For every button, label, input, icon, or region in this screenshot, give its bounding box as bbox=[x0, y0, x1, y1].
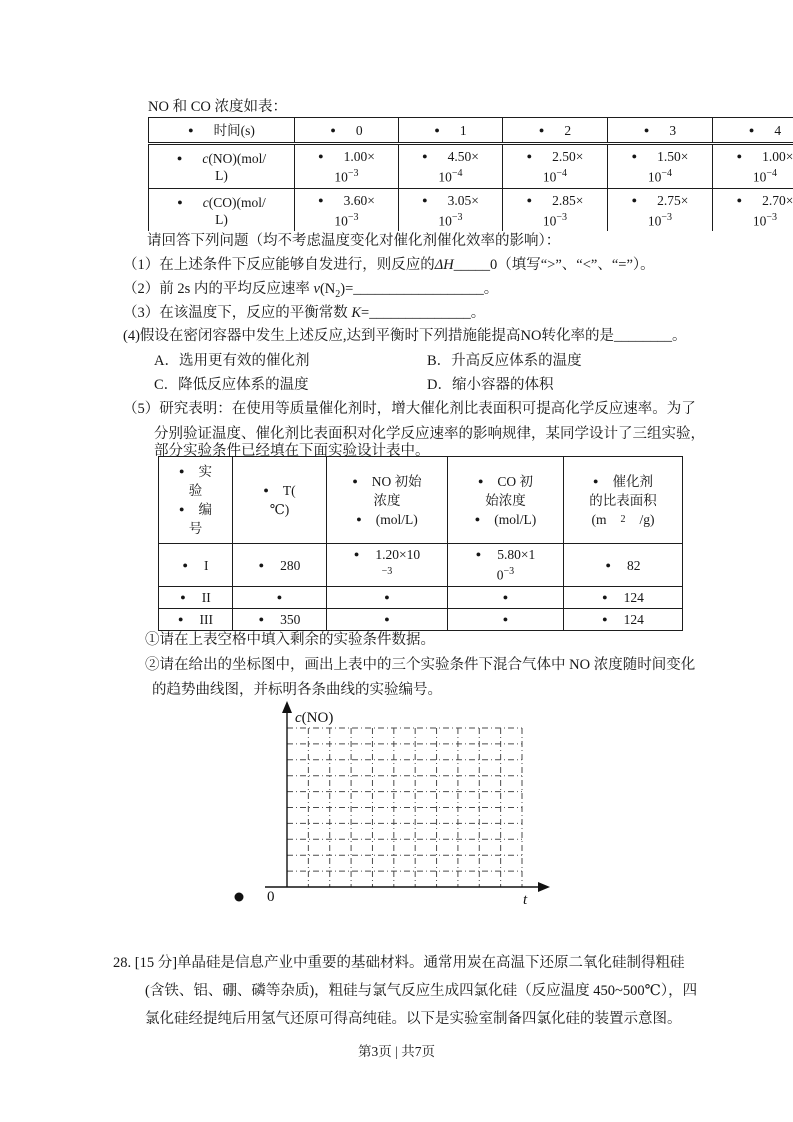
question-5-line1: （5）研究表明：在使用等质量催化剂时，增大催化剂比表面积可提高化学反应速率。为了 bbox=[123, 401, 696, 417]
question-28-line3: 氯化硅经提纯后用氢气还原可得高纯硅。以下是实验室制备四氯化硅的装置示意图。 bbox=[145, 1011, 682, 1027]
experiment-row-1 bbox=[159, 544, 683, 587]
no-value-t1: ● 4.50× $10^{-4}$ bbox=[399, 144, 503, 189]
exp2-id: ● II bbox=[159, 587, 233, 609]
bullet-icon: ● bbox=[422, 150, 428, 161]
bullet-icon: ● bbox=[263, 485, 269, 495]
experiment-row-2 bbox=[159, 587, 683, 609]
exp3-area: ● 124 bbox=[564, 609, 683, 631]
option-b: B．升高反应体系的温度 bbox=[427, 353, 582, 369]
exp3-no-conc bbox=[327, 609, 448, 631]
bullet-icon: ● bbox=[526, 194, 533, 205]
bullet-icon: ● bbox=[502, 614, 509, 624]
table-row-no bbox=[149, 144, 793, 189]
no-concentration-chart bbox=[225, 700, 565, 915]
header-no-initial: ● NO 初始 浓度 ● (mol/L) bbox=[327, 457, 448, 544]
bullet-icon: ● bbox=[356, 513, 362, 524]
header-cell-time: ● 时间(s) bbox=[149, 118, 295, 144]
bullet-icon: ● bbox=[602, 592, 608, 602]
origin-label: 0 bbox=[267, 889, 275, 905]
note-2-line1: ②请在给出的坐标图中，画出上表中的三个实验条件下混合气体中 NO 浓度随时间变化 bbox=[145, 657, 696, 673]
exp2-co-conc bbox=[448, 587, 564, 609]
bullet-icon: ● bbox=[180, 592, 186, 602]
experiment-header-row bbox=[159, 457, 683, 544]
note-2-line2: 的趋势曲线图，并标明各条曲线的实验编号。 bbox=[152, 682, 442, 698]
no-value-t0: ● 1.00× $10^{-3}$ bbox=[295, 144, 399, 189]
bullet-icon: ● bbox=[526, 150, 533, 161]
bullet-icon: ● bbox=[318, 194, 324, 205]
table-header-row bbox=[149, 118, 793, 144]
bullet-icon: ● bbox=[179, 466, 185, 476]
bullet-icon: ● bbox=[258, 559, 265, 570]
bullet-icon: ● bbox=[477, 475, 484, 486]
header-temperature: ● T( ℃) bbox=[233, 457, 327, 544]
bullet-icon: ● bbox=[276, 592, 283, 602]
note-1: ①请在上表空格中填入剩余的实验条件数据。 bbox=[145, 632, 435, 648]
concentration-table bbox=[148, 117, 793, 231]
bullet-icon: ● bbox=[502, 592, 509, 602]
chart-grid bbox=[287, 728, 522, 887]
row-label-co: ● c(CO)(mol/ L) bbox=[149, 189, 295, 232]
exp1-no-conc: ● 1.20×10 $^{-3}$ bbox=[327, 544, 448, 587]
exp2-temp bbox=[233, 587, 327, 609]
question-5-line2: 分别验证温度、催化剂比表面积对化学反应速率的影响规律，某同学设计了三组实验， bbox=[154, 426, 705, 442]
bullet-icon bbox=[235, 893, 244, 902]
header-cell-t4: ● 4 bbox=[713, 118, 793, 144]
bullet-icon: ● bbox=[178, 614, 184, 624]
co-value-t2: ● 2.85× $10^{-3}$ bbox=[503, 189, 608, 232]
option-d: D．缩小容器的体积 bbox=[427, 377, 554, 393]
page-footer: 第3页 | 共7页 bbox=[358, 1044, 435, 1059]
y-axis-label: c(NO) bbox=[295, 710, 334, 726]
x-axis-arrow-icon bbox=[538, 882, 550, 892]
question-5-line3: 部分实验条件已经填在下面实验设计表中。 bbox=[154, 443, 430, 459]
question-1: （1）在上述条件下反应能够自发进行，则反应的ΔH_____0（填写“>”、“<”、“=”）。 bbox=[123, 257, 655, 273]
bullet-icon: ● bbox=[188, 124, 194, 135]
question-2: （2）前 2s 内的平均反应速率 $v(N_2)=\_\_\_\_\_\_\_\_\_\_\_\_\_\_\_\_\_\_$。 bbox=[123, 281, 499, 300]
bullet-icon: ● bbox=[318, 150, 324, 161]
no-value-t2: ● 2.50× $10^{-4}$ bbox=[503, 144, 608, 189]
question-28-line1: 28. [15 分]单晶硅是信息产业中重要的基础材料。通常用炭在高温下还原二氧化硅制得粗硅 bbox=[113, 955, 685, 971]
co-value-t1: ● 3.05× $10^{-3}$ bbox=[399, 189, 503, 232]
bullet-icon: ● bbox=[538, 124, 545, 135]
row-label-no: ● c(NO)(mol/ L) bbox=[149, 144, 295, 189]
bullet-icon: ● bbox=[330, 124, 336, 135]
bullet-icon: ● bbox=[258, 614, 265, 624]
bullet-icon: ● bbox=[736, 194, 743, 205]
bullet-icon: ● bbox=[631, 150, 638, 161]
y-axis-arrow-icon bbox=[282, 701, 292, 713]
header-exp-no: ● 实 验 ● 编 号 bbox=[159, 457, 233, 544]
header-cell-t2: ● 2 bbox=[503, 118, 608, 144]
exp3-temp: ● 350 bbox=[233, 609, 327, 631]
intro-text: NO 和 CO 浓度如表： bbox=[148, 99, 287, 115]
table-row-co bbox=[149, 189, 793, 232]
no-value-t3: ● 1.50× $10^{-4}$ bbox=[608, 144, 713, 189]
bullet-icon: ● bbox=[176, 152, 183, 163]
bullet-icon: ● bbox=[384, 614, 390, 624]
bullet-icon: ● bbox=[353, 549, 360, 560]
header-cell-t0: ● 0 bbox=[295, 118, 399, 144]
x-axis-label: t bbox=[523, 892, 528, 908]
bullet-icon: ● bbox=[602, 614, 608, 624]
exp1-area: ● 82 bbox=[564, 544, 683, 587]
experiment-design-table bbox=[158, 456, 683, 631]
co-value-t3: ● 2.75× $10^{-3}$ bbox=[608, 189, 713, 232]
header-cell-t3: ● 3 bbox=[608, 118, 713, 144]
question-28-line2: (含铁、铝、硼、磷等杂质)，粗硅与氯气反应生成四氯化硅（反应温度 450~500℃），四 bbox=[145, 983, 698, 999]
exp3-co-conc bbox=[448, 609, 564, 631]
question-preamble: 请回答下列问题（均不考虑温度变化对催化剂催化效率的影响）： bbox=[147, 233, 561, 249]
no-value-t4: ● 1.00× $10^{-4}$ bbox=[713, 144, 793, 189]
bullet-icon: ● bbox=[631, 194, 638, 205]
co-value-t0: ● 3.60× $10^{-3}$ bbox=[295, 189, 399, 232]
header-catalyst-area: ● 催化剂 的比表面积 (m 2 /g) bbox=[564, 457, 683, 544]
exp2-no-conc bbox=[327, 587, 448, 609]
header-co-initial: ● CO 初 始浓度 ● (mol/L) bbox=[448, 457, 564, 544]
bullet-icon: ● bbox=[593, 475, 599, 486]
bullet-icon: ● bbox=[179, 504, 185, 514]
exp3-id: ● III bbox=[159, 609, 233, 631]
bullet-icon: ● bbox=[384, 592, 390, 602]
bullet-icon: ● bbox=[748, 124, 755, 135]
header-cell-t1: ● 1 bbox=[399, 118, 503, 144]
question-3: （3）在该温度下，反应的平衡常数 K=______________。 bbox=[123, 305, 486, 321]
exp1-co-conc: ● 5.80×1 $0^{-3}$ bbox=[448, 544, 564, 587]
bullet-icon: ● bbox=[475, 549, 482, 560]
concentration-table-clip bbox=[148, 117, 793, 231]
bullet-icon: ● bbox=[643, 124, 650, 135]
bullet-icon: ● bbox=[352, 475, 358, 486]
bullet-icon: ● bbox=[736, 150, 743, 161]
bullet-icon: ● bbox=[474, 513, 481, 524]
question-4: (4)假设在密闭容器中发生上述反应,达到平衡时下列措施能提高NO转化率的是________。 bbox=[123, 328, 687, 344]
experiment-row-3 bbox=[159, 609, 683, 631]
bullet-icon: ● bbox=[605, 559, 611, 570]
co-value-t4: ● 2.70× $10^{-3}$ bbox=[713, 189, 793, 232]
option-a: A．选用更有效的催化剂 bbox=[154, 353, 310, 369]
bullet-icon: ● bbox=[434, 124, 440, 135]
exp2-area: ● 124 bbox=[564, 587, 683, 609]
exp1-id: ● I bbox=[159, 544, 233, 587]
exp1-temp: ● 280 bbox=[233, 544, 327, 587]
option-c: C．降低反应体系的温度 bbox=[154, 377, 309, 393]
bullet-icon: ● bbox=[182, 559, 188, 570]
bullet-icon: ● bbox=[177, 196, 183, 207]
bullet-icon: ● bbox=[422, 194, 428, 205]
